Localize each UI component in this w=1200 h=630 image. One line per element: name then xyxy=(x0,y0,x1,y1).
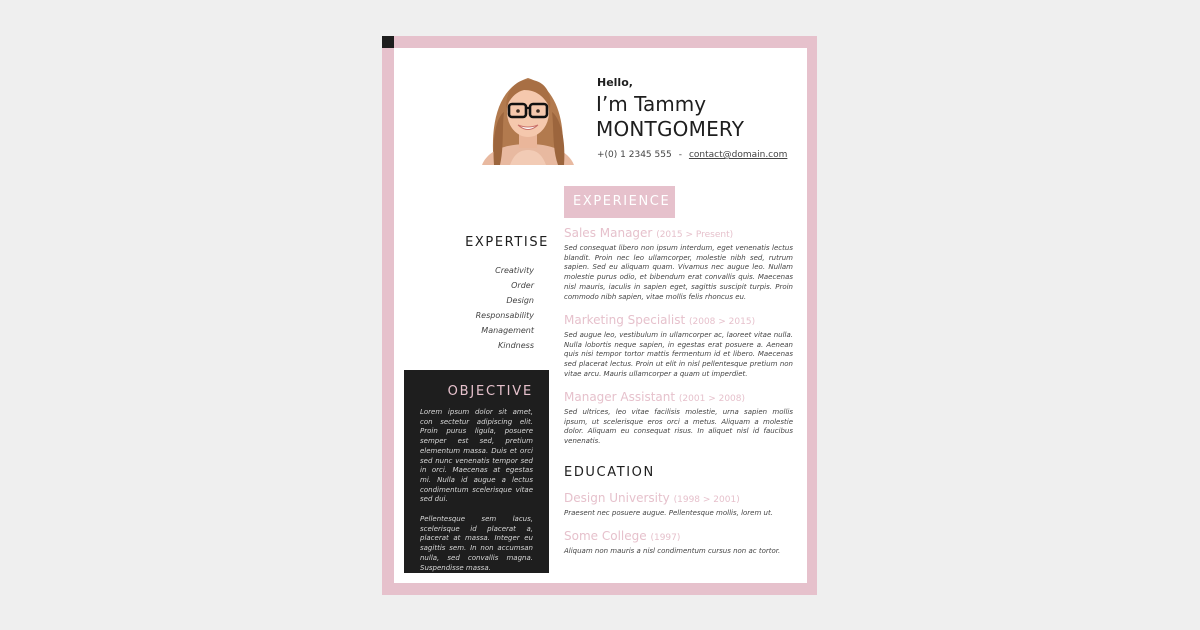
first-name: I’m Tammy xyxy=(596,92,707,116)
expertise-item: Kindness xyxy=(498,341,534,350)
expertise-list xyxy=(476,263,534,353)
experience-title xyxy=(564,225,793,243)
experience-period: (2015 > Present) xyxy=(656,230,734,240)
education-entry xyxy=(564,528,793,557)
expertise-item: Management xyxy=(481,326,534,335)
objective-box xyxy=(404,370,549,573)
experience-heading: EXPERIENCE xyxy=(564,186,675,218)
experience-entry xyxy=(564,312,793,380)
experience-entry xyxy=(564,389,793,447)
experience-description: Sed consequat libero non ipsum interdum, eget venenatis lectus blandit. Proin nec leo ullamcorper, molestie nibh sed, rutrum sapien. Sed eu aliquam quam. Vivamus nec augue leo. Nullam molestie purus odio, et bibendum erat convallis quis. Maecenas nisl mauris, iaculis in sapien eget, sagittis suscipit turpis. Proin commodo nibh sapien, vitae mollis felis rhoncus eu. xyxy=(564,244,793,301)
education-description: Praesent nec posuere augue. Pellentesque mollis, lorem ut. xyxy=(564,509,773,517)
experience-entry xyxy=(564,225,793,302)
education-period: (1997) xyxy=(650,533,681,543)
education-school: Some College xyxy=(564,529,647,543)
objective-heading: OBJECTIVE xyxy=(447,384,533,399)
experience-role: Marketing Specialist xyxy=(564,313,686,327)
education-description: Aliquam non mauris a nisl condimentum cursus non ac tortor. xyxy=(564,547,781,555)
education-period: (1998 > 2001) xyxy=(673,495,740,505)
education-school: Design University xyxy=(564,491,670,505)
expertise-item: Creativity xyxy=(495,266,534,275)
expertise-item: Order xyxy=(511,281,534,290)
contact-line xyxy=(597,150,787,160)
expertise-item: Responsability xyxy=(475,311,534,320)
objective-paragraph: Pellentesque sem lacus, scelerisque id placerat a, placerat at massa. Integer eu sagittis sem. In non accumsan nulla, sed convallis magna. Suspendisse massa. xyxy=(420,515,533,572)
email-link[interactable]: contact@domain.com xyxy=(688,150,788,160)
corner-accent xyxy=(382,36,394,48)
experience-role: Sales Manager xyxy=(564,226,653,240)
education-heading: EDUCATION xyxy=(564,465,655,480)
experience-period: (2001 > 2008) xyxy=(678,394,746,404)
contact-separator: - xyxy=(678,150,682,160)
experience-period: (2008 > 2015) xyxy=(688,317,756,327)
experience-description: Sed ultrices, leo vitae facilisis molestie, urna sapien mollis ipsum, ut scelerisque eros orci a metus. Aliquam a molestie dolor. Aliquam eu consequat risus. In aliquet nisl id faucibus venenatis. xyxy=(564,408,793,446)
last-name: MONTGOMERY xyxy=(596,117,745,141)
objective-paragraph: Lorem ipsum dolor sit amet, con sectetur adipiscing elit. Proin purus ligula, posuere semper est sed, pretium elementum massa. Duis et orci sed nunc venenatis tempor sed in orci. Maecenas at egestas mi. Nulla id augue a lectus condimentum scelerisque vitae sed dui. xyxy=(420,408,533,504)
expertise-item: Design xyxy=(506,296,534,305)
profile-photo xyxy=(480,68,576,165)
education-title xyxy=(564,490,793,508)
experience-role: Manager Assistant xyxy=(564,390,676,404)
experience-title xyxy=(564,389,793,407)
resume-page xyxy=(394,48,807,583)
greeting: Hello, xyxy=(597,76,633,89)
education-entry xyxy=(564,490,793,519)
expertise-heading: EXPERTISE xyxy=(465,235,549,250)
experience-title xyxy=(564,312,793,330)
education-title xyxy=(564,528,793,546)
experience-description: Sed augue leo, vestibulum in ullamcorper ac, laoreet vitae nulla. Nulla lobortis neque sapien, in egestas erat posuere a. Aenean quis nisi tempor tortor mattis fermentum id et libero. Maecenas sed placerat lectus. Proin ut elit in nisl pellentesque pretium non vitae arcu. Mauris ullamcorper a quam ut imperdiet. xyxy=(564,331,793,378)
phone-number: +(0) 1 2345 555 xyxy=(597,150,672,160)
